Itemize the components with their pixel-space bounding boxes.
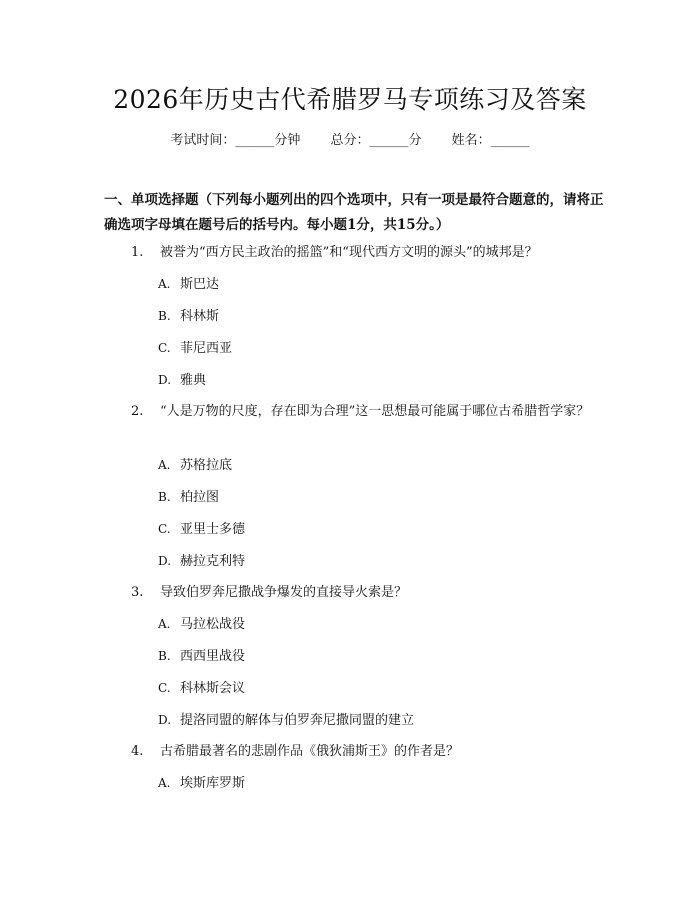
question-number: 3. <box>131 585 144 600</box>
option-letter: A. <box>158 277 171 291</box>
exam-time-field: 考试时间：______分钟 <box>170 133 301 148</box>
question-text: “人是万物的尺度，存在即为合理”这一思想最可能属于哪位古希腊哲学家？ <box>159 404 590 419</box>
question-text: 被誉为“西方民主政治的摇篮”和“现代西方文明的源头”的城邦是？ <box>160 245 538 260</box>
option-letter: C. <box>158 681 171 695</box>
option-letter: A. <box>158 458 171 472</box>
option-text: 柏拉图 <box>180 490 220 505</box>
option-1a <box>158 273 219 296</box>
option-2a <box>158 454 232 477</box>
option-text: 亚里士多德 <box>180 522 246 537</box>
option-2b <box>158 486 219 509</box>
total-score-field: 总分：______分 <box>330 133 422 148</box>
option-letter: D. <box>158 554 172 568</box>
option-letter: B. <box>158 309 171 323</box>
option-letter: C. <box>158 341 171 355</box>
option-3d <box>158 709 414 732</box>
option-letter: A. <box>158 776 171 790</box>
option-text: 科林斯会议 <box>180 681 246 696</box>
option-2c <box>158 518 245 541</box>
option-text: 菲尼西亚 <box>180 341 233 356</box>
option-letter: B. <box>158 649 171 663</box>
option-letter: C. <box>158 522 171 536</box>
option-letter: A. <box>158 617 171 631</box>
option-text: 提洛同盟的解体与伯罗奔尼撒同盟的建立 <box>180 713 415 728</box>
option-letter: D. <box>158 373 172 387</box>
question-number: 1. <box>131 245 144 260</box>
option-text: 苏格拉底 <box>180 458 233 473</box>
student-name-field: 姓名：______ <box>451 133 530 148</box>
question-text: 导致伯罗奔尼撒战争爆发的直接导火索是？ <box>160 585 408 600</box>
option-4a <box>158 772 245 795</box>
option-text: 西西里战役 <box>180 649 246 664</box>
option-text: 埃斯库罗斯 <box>180 776 246 791</box>
option-3a <box>158 613 245 636</box>
question-3 <box>0 582 700 604</box>
question-number: 4. <box>131 744 144 759</box>
option-3c <box>158 677 245 700</box>
option-text: 马拉松战役 <box>180 617 246 632</box>
option-letter: B. <box>158 490 171 504</box>
option-text: 赫拉克利特 <box>180 554 246 569</box>
option-text: 斯巴达 <box>180 277 220 292</box>
section-heading: 一、单项选择题（下列每小题列出的四个选项中，只有一项是最符合题意的，请将正确选项字母填在题号后的括号内。每小题1分，共15分。） <box>104 192 604 233</box>
option-3b <box>158 645 245 668</box>
option-text: 雅典 <box>180 373 207 388</box>
question-1 <box>0 242 700 264</box>
question-2 <box>104 401 602 423</box>
question-text: 古希腊最著名的悲剧作品《俄狄浦斯王》的作者是？ <box>160 744 460 759</box>
exam-info-row <box>0 131 700 151</box>
option-1b <box>158 305 219 328</box>
option-2d <box>158 550 245 573</box>
option-1c <box>158 337 232 360</box>
question-number: 2. <box>131 404 144 419</box>
document-title: 2026年历史古代希腊罗马专项练习及答案 <box>113 85 587 114</box>
question-4 <box>0 741 700 763</box>
option-text: 科林斯 <box>180 309 220 324</box>
option-1d <box>158 369 206 392</box>
option-letter: D. <box>158 713 172 727</box>
